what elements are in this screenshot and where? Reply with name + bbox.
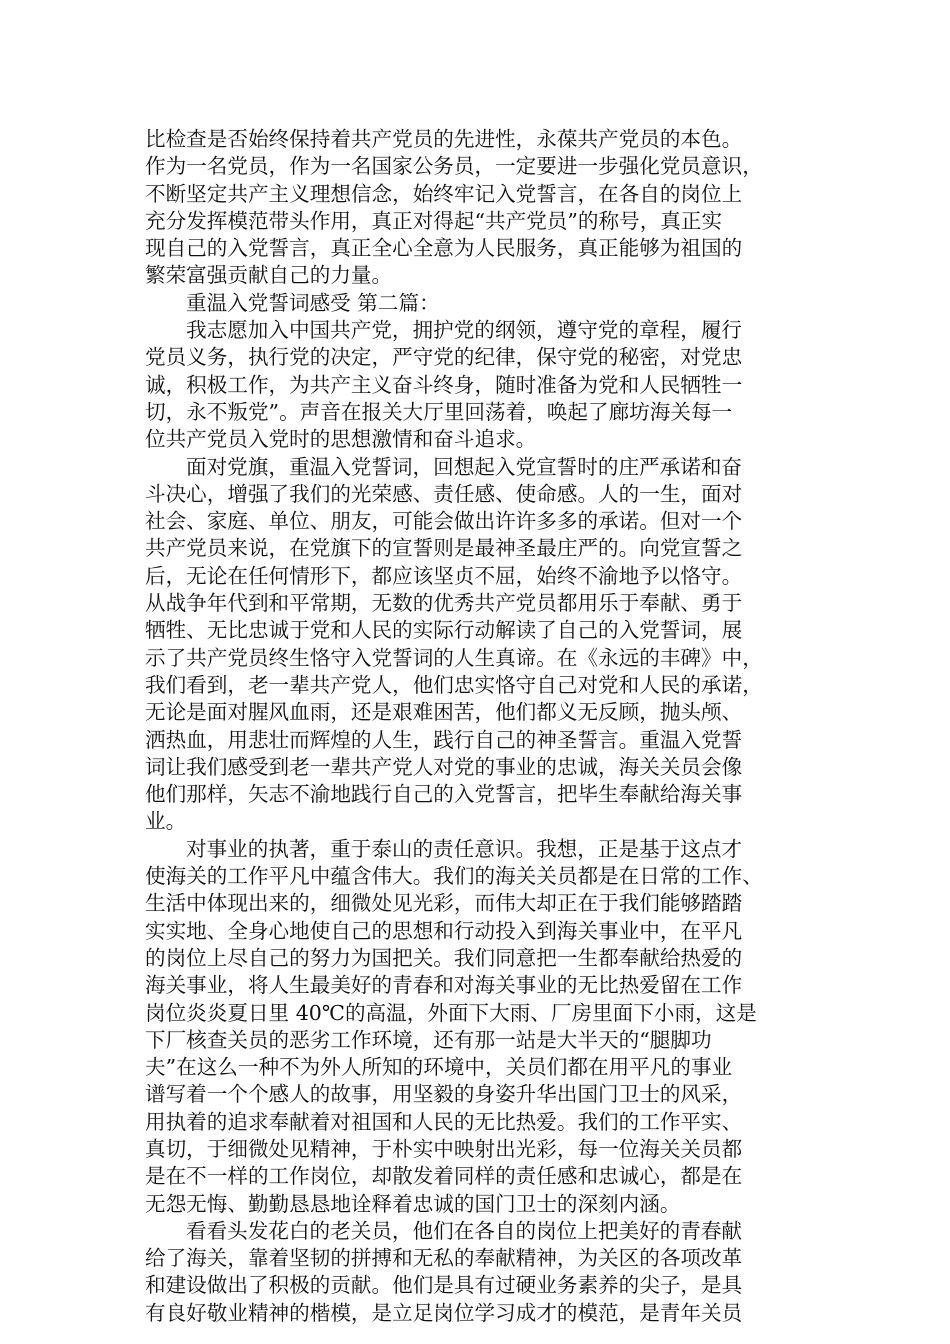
text-line: 我志愿加入中国共产党，拥护党的纲领，遵守党的章程，履行 — [186, 318, 743, 343]
text-line: 繁荣富强贡献自己的力量。 — [145, 263, 393, 288]
text-line: 不断坚定共产主义理想信念，始终牢记入党誓言，在各自的岗位上 — [145, 181, 743, 206]
text-line: 社会、家庭、单位、朋友，可能会做出许许多多的承诺。但对一个 — [145, 509, 743, 534]
text-line: 和建设做出了积极的贡献。他们是具有过硬业务素养的尖子，是具 — [145, 1273, 743, 1298]
text-line: 使海关的工作平凡中蕴含伟大。我们的海关关员都是在日常的工作、 — [145, 864, 763, 889]
text-line: 他们那样，矢志不渝地践行自己的入党誓言，把毕生奉献给海关事 — [145, 782, 743, 807]
text-line: 词让我们感受到老一辈共产党人对党的事业的忠诚，海关关员会像 — [145, 754, 743, 779]
text-line: 的岗位上尽自己的努力为国把关。我们同意把一生都奉献给热爱的 — [145, 945, 743, 970]
text-line: 位共产党员入党时的思想激情和奋斗追求。 — [145, 427, 537, 452]
text-line: 诚，积极工作，为共产主义奋斗终身，随时准备为党和人民牺牲一 — [145, 372, 743, 397]
text-line: 给了海关，靠着坚韧的拼搏和无私的奉献精神，为关区的各项改革 — [145, 1246, 743, 1271]
text-line: 无怨无悔、勤勤恳恳地诠释着忠诚的国门卫士的深刻内涵。 — [145, 1191, 681, 1216]
text-line: 斗决心，增强了我们的光荣感、责任感、使命感。人的一生，面对 — [145, 481, 743, 506]
text-line: 面对党旗，重温入党誓词，回想起入党宣誓时的庄严承诺和奋 — [186, 454, 743, 479]
text-line: 作为一名党员，作为一名国家公务员，一定要进一步强化党员意识， — [145, 154, 763, 179]
text-line: 业。 — [145, 809, 187, 834]
text-line: 看看头发花白的老关员，他们在各自的岗位上把美好的青春献 — [186, 1218, 743, 1243]
text-line: 比检查是否始终保持着共产党员的先进性，永葆共产党员的本色。 — [145, 127, 743, 151]
text-line: 党员义务，执行党的决定，严守党的纪律，保守党的秘密，对党忠 — [145, 345, 743, 370]
text-line: 从战争年代到和平常期，无数的优秀共产党员都用乐于奉献、勇于 — [145, 591, 743, 616]
text-line: 真切，于细微处见精神，于朴实中映射出光彩，每一位海关关员都 — [145, 1136, 743, 1161]
text-line: 洒热血，用悲壮而辉煌的人生，践行自己的神圣誓言。重温入党誓 — [145, 727, 743, 752]
text-line: 无论是面对腥风血雨，还是艰难困苦，他们都义无反顾，抛头颅、 — [145, 700, 743, 725]
text-line: 夫”在这么一种不为外人所知的环境中，关员们都在用平凡的事业 — [145, 1055, 733, 1080]
text-line: 下厂核查关员的恶劣工作环境，还有那一站是大半天的“腿脚功 — [145, 1027, 712, 1052]
document-body — [145, 126, 805, 1327]
text-line: 重温入党誓词感受 第二篇： — [186, 290, 440, 315]
text-line: 谱写着一个个感人的故事，用坚毅的身姿升华出国门卫士的风采， — [145, 1082, 743, 1107]
text-line: 充分发挥模范带头作用，真正对得起“共产党员”的称号，真正实 — [145, 208, 723, 233]
text-line: 实实地、全身心地使自己的思想和行动投入到海关事业中，在平凡 — [145, 918, 743, 943]
text-line: 海关事业，将人生最美好的青春和对海关事业的无比热爱留在工作 — [145, 973, 743, 998]
text-line: 对事业的执著，重于泰山的责任意识。我想，正是基于这点才 — [186, 836, 743, 861]
text-line: 是在不一样的工作岗位，却散发着同样的责任感和忠诚心，都是在 — [145, 1164, 743, 1189]
text-line: 岗位炎炎夏日里 40℃的高温，外面下大雨、厂房里面下小雨，这是 — [145, 1000, 757, 1025]
text-line: 有良好敬业精神的楷模，是立足岗位学习成才的模范，是青年关员 — [145, 1300, 743, 1325]
text-line: 用执着的追求奉献着对祖国和人民的无比热爱。我们的工作平实、 — [145, 1109, 743, 1134]
text-line: 我们看到，老一辈共产党人，他们忠实恪守自己对党和人民的承诺， — [145, 672, 763, 697]
text-line: 切，永不叛党”。声音在报关大厅里回荡着，唤起了廊坊海关每一 — [145, 399, 733, 424]
text-line: 生活中体现出来的，细微处见光彩，而伟大却正在于我们能够踏踏 — [145, 891, 743, 916]
text-line: 共产党员来说，在党旗下的宣誓则是最神圣最庄严的。向党宣誓之 — [145, 536, 743, 561]
text-line: 牺牲、无比忠诚于党和人民的实际行动解读了自己的入党誓词，展 — [145, 618, 743, 643]
text-line: 后，无论在任何情形下，都应该坚贞不屈，始终不渝地予以恪守。 — [145, 563, 743, 588]
text-line: 现自己的入党誓言，真正全心全意为人民服务，真正能够为祖国的 — [145, 236, 743, 261]
text-line: 示了共产党员终生恪守入党誓词的人生真谛。在《永远的丰碑》中， — [145, 645, 763, 670]
